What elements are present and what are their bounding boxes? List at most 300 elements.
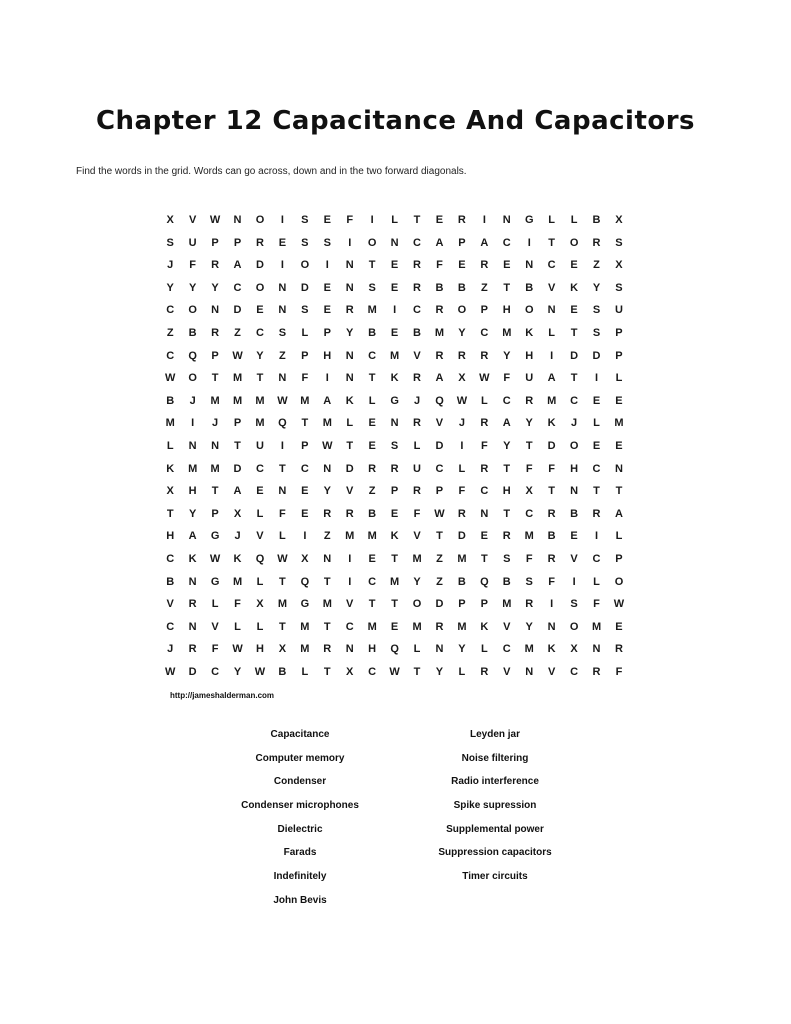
grid-cell: T bbox=[368, 598, 376, 611]
grid-cell: L bbox=[593, 417, 600, 430]
grid-cell: B bbox=[592, 214, 601, 226]
grid-cell: K bbox=[345, 394, 354, 407]
grid-cell: L bbox=[391, 214, 398, 226]
word-list-item: Leyden jar bbox=[469, 729, 521, 740]
grid-cell: T bbox=[279, 462, 286, 475]
grid-cell: M bbox=[322, 598, 332, 611]
grid-cell: C bbox=[166, 552, 175, 565]
grid-cell: C bbox=[413, 236, 421, 249]
grid-cell: H bbox=[502, 304, 511, 317]
grid-cell: N bbox=[188, 439, 197, 452]
word-list-item: Condenser bbox=[273, 776, 327, 788]
grid-cell: R bbox=[188, 643, 197, 656]
grid-cell: J bbox=[234, 530, 241, 543]
grid-cell: F bbox=[211, 643, 219, 656]
grid-cell: R bbox=[547, 552, 556, 565]
grid-cell: P bbox=[301, 349, 309, 362]
grid-cell: C bbox=[502, 394, 511, 407]
grid-cell: L bbox=[211, 598, 219, 611]
grid-cell: E bbox=[256, 485, 264, 498]
grid-cell: K bbox=[547, 417, 556, 430]
grid-cell: P bbox=[480, 598, 489, 611]
grid-cell: F bbox=[525, 462, 533, 475]
grid-cell: I bbox=[325, 372, 329, 385]
grid-cell: J bbox=[167, 643, 174, 656]
grid-cell: B bbox=[166, 575, 175, 588]
grid-cell: E bbox=[301, 507, 309, 520]
grid-cell: N bbox=[480, 507, 489, 520]
grid-cell: R bbox=[323, 643, 332, 656]
grid-cell: D bbox=[592, 349, 601, 362]
grid-cell: R bbox=[457, 214, 466, 226]
grid-cell: N bbox=[211, 439, 220, 452]
grid-cell: K bbox=[525, 326, 534, 339]
grid-cell: N bbox=[570, 485, 579, 498]
grid-cell: R bbox=[413, 417, 421, 430]
grid-cell: N bbox=[390, 417, 399, 430]
grid-cell: Z bbox=[480, 281, 488, 294]
grid-cell: L bbox=[166, 439, 174, 452]
grid-cell: B bbox=[457, 281, 466, 294]
grid-cell: P bbox=[458, 236, 466, 249]
grid-cell: H bbox=[502, 485, 511, 498]
grid-cell: E bbox=[390, 326, 399, 339]
grid-cell: M bbox=[502, 598, 512, 611]
grid-cell: Y bbox=[458, 326, 466, 339]
grid-cell: T bbox=[368, 372, 376, 385]
grid-cell: P bbox=[211, 349, 219, 362]
grid-cell: Y bbox=[188, 281, 197, 294]
grid-cell: X bbox=[278, 643, 287, 656]
grid-cell: S bbox=[390, 439, 399, 452]
grid-row bbox=[159, 367, 630, 390]
grid-cell: V bbox=[435, 417, 444, 430]
grid-cell: W bbox=[209, 214, 221, 226]
grid-cell: U bbox=[188, 236, 197, 249]
grid-cell: T bbox=[570, 326, 578, 339]
grid-cell: V bbox=[211, 620, 219, 633]
source-url: http://jameshalderman.com bbox=[170, 691, 275, 700]
grid-cell: S bbox=[301, 304, 309, 317]
grid-cell: M bbox=[524, 530, 534, 543]
grid-cell: D bbox=[233, 304, 242, 317]
grid-row bbox=[159, 571, 630, 594]
grid-row bbox=[159, 593, 630, 616]
word-list-item: Computer memory bbox=[255, 752, 345, 764]
grid-cell: Y bbox=[435, 665, 444, 678]
grid-cell: V bbox=[346, 485, 354, 498]
grid-cell: E bbox=[301, 485, 309, 498]
grid-cell: B bbox=[457, 575, 466, 588]
word-list-item: Indefinitely bbox=[273, 871, 327, 883]
grid-cell: T bbox=[413, 665, 421, 678]
grid-cell: Z bbox=[368, 485, 376, 498]
grid-cell: M bbox=[412, 552, 422, 565]
grid-cell: R bbox=[592, 665, 601, 678]
grid-cell: E bbox=[368, 417, 376, 430]
grid-cell: Q bbox=[188, 349, 197, 362]
grid-cell: W bbox=[165, 372, 176, 385]
grid-cell: Y bbox=[592, 281, 601, 294]
grid-cell: E bbox=[503, 259, 511, 272]
grid-cell: B bbox=[502, 575, 511, 588]
grid-cell: V bbox=[503, 620, 511, 633]
grid-cell: L bbox=[413, 643, 421, 656]
grid-cell: E bbox=[256, 304, 264, 317]
grid-cell: C bbox=[480, 485, 489, 498]
grid-cell: I bbox=[280, 259, 284, 272]
grid-cell: I bbox=[460, 439, 464, 452]
grid-cell: T bbox=[323, 575, 331, 588]
grid-cell: E bbox=[368, 439, 376, 452]
grid-cell: B bbox=[368, 507, 377, 520]
grid-cell: R bbox=[435, 620, 444, 633]
word-list-item: Radio interference bbox=[451, 776, 539, 788]
grid-row bbox=[159, 616, 630, 639]
grid-cell: M bbox=[390, 575, 400, 588]
grid-cell: X bbox=[615, 214, 623, 226]
grid-cell: R bbox=[413, 485, 421, 498]
grid-cell: M bbox=[300, 394, 310, 407]
grid-cell: L bbox=[570, 214, 578, 226]
grid-cell: N bbox=[345, 259, 354, 272]
grid-cell: T bbox=[413, 214, 421, 226]
grid-cell: F bbox=[480, 439, 488, 452]
grid-cell: M bbox=[547, 394, 557, 407]
grid-cell: I bbox=[550, 349, 554, 362]
grid-cell: I bbox=[191, 417, 195, 430]
grid-cell: Y bbox=[458, 643, 466, 656]
grid-cell: B bbox=[278, 665, 287, 678]
grid-cell: F bbox=[593, 598, 600, 611]
grid-cell: D bbox=[570, 349, 579, 362]
grid-cell: P bbox=[301, 439, 309, 452]
grid-cell: K bbox=[390, 372, 399, 385]
grid-cell: R bbox=[323, 507, 332, 520]
grid-cell: T bbox=[166, 507, 174, 520]
grid-cell: O bbox=[188, 304, 197, 317]
grid-cell: I bbox=[572, 575, 576, 588]
grid-cell: J bbox=[571, 417, 578, 430]
grid-cell: R bbox=[413, 281, 421, 294]
grid-cell: T bbox=[323, 620, 331, 633]
grid-cell: C bbox=[435, 462, 444, 475]
grid-cell: B bbox=[570, 507, 579, 520]
grid-cell: Q bbox=[435, 394, 444, 407]
grid-cell: Y bbox=[323, 485, 331, 498]
grid-cell: N bbox=[547, 304, 556, 317]
grid-cell: E bbox=[570, 530, 578, 543]
grid-cell: N bbox=[525, 665, 534, 678]
grid-cell: R bbox=[502, 530, 511, 543]
grid-cell: W bbox=[209, 552, 221, 565]
grid-cell: L bbox=[413, 439, 421, 452]
grid-cell: F bbox=[503, 372, 511, 385]
grid-cell: X bbox=[346, 665, 354, 678]
grid-cell: P bbox=[390, 485, 399, 498]
grid-cell: F bbox=[525, 552, 533, 565]
grid-cell: S bbox=[323, 236, 331, 249]
grid-cell: F bbox=[279, 507, 286, 520]
grid-cell: L bbox=[368, 394, 376, 407]
grid-row bbox=[159, 345, 630, 368]
grid-row bbox=[159, 232, 630, 255]
grid-cell: M bbox=[412, 620, 422, 633]
grid-cell: S bbox=[301, 214, 309, 226]
grid-cell: Y bbox=[525, 620, 533, 633]
grid-cell: V bbox=[188, 214, 197, 226]
grid-row bbox=[159, 209, 630, 232]
grid-cell: F bbox=[189, 259, 197, 272]
grid-cell: X bbox=[615, 259, 623, 272]
grid-cell: T bbox=[436, 530, 443, 543]
grid-cell: U bbox=[413, 462, 421, 475]
grid-cell: M bbox=[277, 598, 287, 611]
grid-cell: E bbox=[323, 304, 331, 317]
grid-cell: B bbox=[547, 530, 556, 543]
grid-cell: M bbox=[390, 349, 400, 362]
grid-cell: T bbox=[391, 552, 398, 565]
grid-cell: E bbox=[570, 259, 578, 272]
grid-cell: C bbox=[166, 304, 175, 317]
grid-cell: D bbox=[233, 462, 242, 475]
grid-cell: O bbox=[569, 439, 579, 452]
grid-cell: B bbox=[368, 326, 377, 339]
grid-cell: T bbox=[346, 439, 354, 452]
grid-cell: J bbox=[458, 417, 465, 430]
grid-cell: N bbox=[188, 575, 197, 588]
grid-cell: W bbox=[434, 507, 445, 520]
grid-cell: S bbox=[503, 552, 511, 565]
grid-cell: F bbox=[413, 507, 421, 520]
grid-cell: K bbox=[166, 462, 175, 475]
grid-cell: N bbox=[345, 281, 354, 294]
grid-cell: W bbox=[456, 394, 468, 407]
grid-cell: Y bbox=[233, 665, 242, 678]
grid-cell: D bbox=[300, 281, 309, 294]
grid-cell: O bbox=[255, 281, 265, 294]
grid-cell: N bbox=[345, 349, 354, 362]
grid-cell: N bbox=[525, 259, 534, 272]
word-list-item: Spike supression bbox=[453, 800, 537, 812]
grid-cell: R bbox=[255, 236, 264, 249]
grid-cell: K bbox=[233, 552, 242, 565]
grid-cell: A bbox=[435, 236, 444, 249]
grid-cell: C bbox=[525, 507, 534, 520]
grid-cell: R bbox=[480, 462, 489, 475]
grid-row bbox=[159, 277, 630, 300]
grid-cell: T bbox=[234, 439, 241, 452]
grid-cell: N bbox=[345, 372, 354, 385]
grid-cell: E bbox=[323, 281, 331, 294]
grid-cell: T bbox=[301, 417, 309, 430]
grid-cell: L bbox=[593, 575, 600, 588]
grid-cell: M bbox=[457, 620, 467, 633]
grid-cell: A bbox=[614, 507, 623, 520]
grid-cell: M bbox=[165, 417, 175, 430]
grid-cell: Y bbox=[211, 281, 219, 294]
grid-cell: L bbox=[480, 394, 488, 407]
grid-cell: M bbox=[367, 620, 377, 633]
grid-cell: Y bbox=[413, 575, 421, 588]
grid-row bbox=[159, 480, 630, 503]
grid-cell: Z bbox=[436, 575, 443, 588]
grid-cell: N bbox=[233, 214, 242, 226]
grid-cell: R bbox=[525, 598, 534, 611]
grid-cell: C bbox=[233, 281, 242, 294]
grid-cell: C bbox=[592, 462, 601, 475]
grid-cell: B bbox=[188, 326, 197, 339]
grid-cell: W bbox=[277, 394, 288, 407]
grid-row bbox=[159, 548, 630, 571]
grid-cell: A bbox=[502, 417, 511, 430]
grid-cell: W bbox=[277, 552, 288, 565]
grid-cell: T bbox=[525, 439, 533, 452]
grid-cell: R bbox=[480, 259, 489, 272]
grid-cell: L bbox=[234, 620, 241, 633]
grid-cell: V bbox=[413, 349, 421, 362]
grid-cell: L bbox=[548, 214, 556, 226]
grid-cell: N bbox=[278, 281, 287, 294]
grid-cell: A bbox=[547, 372, 556, 385]
grid-cell: A bbox=[233, 485, 242, 498]
grid-cell: K bbox=[570, 281, 579, 294]
grid-cell: D bbox=[547, 439, 556, 452]
grid-row bbox=[159, 458, 630, 481]
grid-cell: F bbox=[436, 259, 443, 272]
grid-row bbox=[159, 254, 630, 277]
grid-cell: W bbox=[254, 665, 266, 678]
grid-cell: L bbox=[346, 417, 354, 430]
grid-cell: A bbox=[188, 530, 197, 543]
word-list-item: Capacitance bbox=[270, 729, 330, 740]
grid-cell: Z bbox=[166, 326, 174, 339]
grid-cell: W bbox=[232, 349, 243, 362]
grid-cell: C bbox=[570, 665, 579, 678]
grid-cell: G bbox=[300, 598, 310, 611]
grid-cell: S bbox=[592, 326, 601, 339]
grid-row bbox=[159, 435, 630, 458]
grid-cell: C bbox=[300, 462, 309, 475]
grid-cell: X bbox=[458, 372, 466, 385]
grid-cell: M bbox=[300, 620, 310, 633]
word-list-item: Dielectric bbox=[277, 823, 323, 835]
grid-cell: C bbox=[368, 349, 377, 362]
grid-cell: N bbox=[592, 643, 601, 656]
grid-cell: X bbox=[256, 598, 264, 611]
grid-cell: P bbox=[233, 417, 242, 430]
grid-cell: R bbox=[614, 643, 623, 656]
grid-cell: O bbox=[367, 236, 377, 249]
grid-cell: P bbox=[615, 349, 623, 362]
grid-cell: I bbox=[527, 236, 531, 249]
grid-cell: R bbox=[480, 349, 489, 362]
grid-cell: X bbox=[525, 485, 533, 498]
grid-cell: M bbox=[232, 394, 243, 407]
grid-cell: W bbox=[322, 439, 333, 452]
grid-cell: J bbox=[212, 417, 219, 430]
grid-cell: A bbox=[233, 259, 242, 272]
grid-cell: M bbox=[434, 326, 445, 339]
grid-cell: R bbox=[457, 507, 466, 520]
grid-cell: L bbox=[279, 530, 286, 543]
grid-cell: V bbox=[346, 598, 354, 611]
grid-cell: S bbox=[525, 575, 533, 588]
grid-cell: M bbox=[524, 643, 534, 656]
grid-cell: N bbox=[188, 620, 197, 633]
grid-cell: P bbox=[233, 236, 242, 249]
grid-cell: K bbox=[480, 620, 489, 633]
grid-cell: G bbox=[390, 394, 399, 407]
grid-cell: N bbox=[323, 552, 332, 565]
grid-cell: T bbox=[548, 485, 556, 498]
grid-cell: L bbox=[615, 372, 623, 385]
grid-cell: M bbox=[367, 304, 377, 317]
grid-cell: P bbox=[458, 598, 466, 611]
grid-cell: G bbox=[210, 530, 220, 543]
grid-cell: Z bbox=[323, 530, 331, 543]
grid-row bbox=[159, 525, 630, 548]
grid-cell: E bbox=[592, 439, 601, 452]
grid-cell: E bbox=[615, 394, 623, 407]
grid-cell: T bbox=[211, 485, 219, 498]
grid-cell: I bbox=[280, 214, 284, 226]
grid-cell: I bbox=[303, 530, 307, 543]
grid-cell: J bbox=[167, 259, 174, 272]
grid-cell: M bbox=[367, 530, 377, 543]
grid-cell: R bbox=[413, 372, 421, 385]
grid-cell: R bbox=[480, 665, 489, 678]
grid-cell: T bbox=[503, 507, 511, 520]
grid-cell: R bbox=[413, 259, 421, 272]
grid-cell: L bbox=[256, 575, 264, 588]
grid-cell: E bbox=[480, 530, 489, 543]
grid-cell: X bbox=[233, 507, 242, 520]
grid-cell: P bbox=[615, 326, 623, 339]
grid-cell: I bbox=[393, 304, 397, 317]
grid-cell: L bbox=[301, 665, 309, 678]
grid-cell: E bbox=[390, 507, 399, 520]
grid-cell: R bbox=[211, 259, 220, 272]
grid-cell: M bbox=[322, 417, 332, 430]
grid-cell: W bbox=[479, 372, 490, 385]
grid-cell: O bbox=[300, 259, 310, 272]
grid-cell: Y bbox=[188, 507, 197, 520]
grid-cell: G bbox=[210, 575, 220, 588]
grid-cell: M bbox=[210, 394, 220, 407]
grid-cell: U bbox=[614, 304, 623, 317]
grid-cell: X bbox=[166, 485, 174, 498]
grid-cell: N bbox=[211, 304, 220, 317]
grid-cell: Z bbox=[279, 349, 286, 362]
grid-cell: R bbox=[525, 394, 534, 407]
grid-cell: O bbox=[524, 304, 534, 317]
grid-cell: S bbox=[592, 304, 601, 317]
grid-cell: L bbox=[458, 665, 466, 678]
grid-row bbox=[159, 322, 630, 345]
grid-cell: C bbox=[547, 259, 556, 272]
grid-cell: T bbox=[593, 485, 600, 498]
grid-cell: N bbox=[323, 462, 332, 475]
grid-cell: M bbox=[232, 372, 243, 385]
grid-cell: I bbox=[550, 598, 554, 611]
grid-cell: E bbox=[368, 552, 376, 565]
grid-cell: W bbox=[232, 643, 243, 656]
grid-cell: I bbox=[370, 214, 374, 226]
grid-cell: E bbox=[323, 214, 331, 226]
grid-cell: Y bbox=[525, 417, 533, 430]
word-list-item: Noise filtering bbox=[461, 752, 529, 764]
